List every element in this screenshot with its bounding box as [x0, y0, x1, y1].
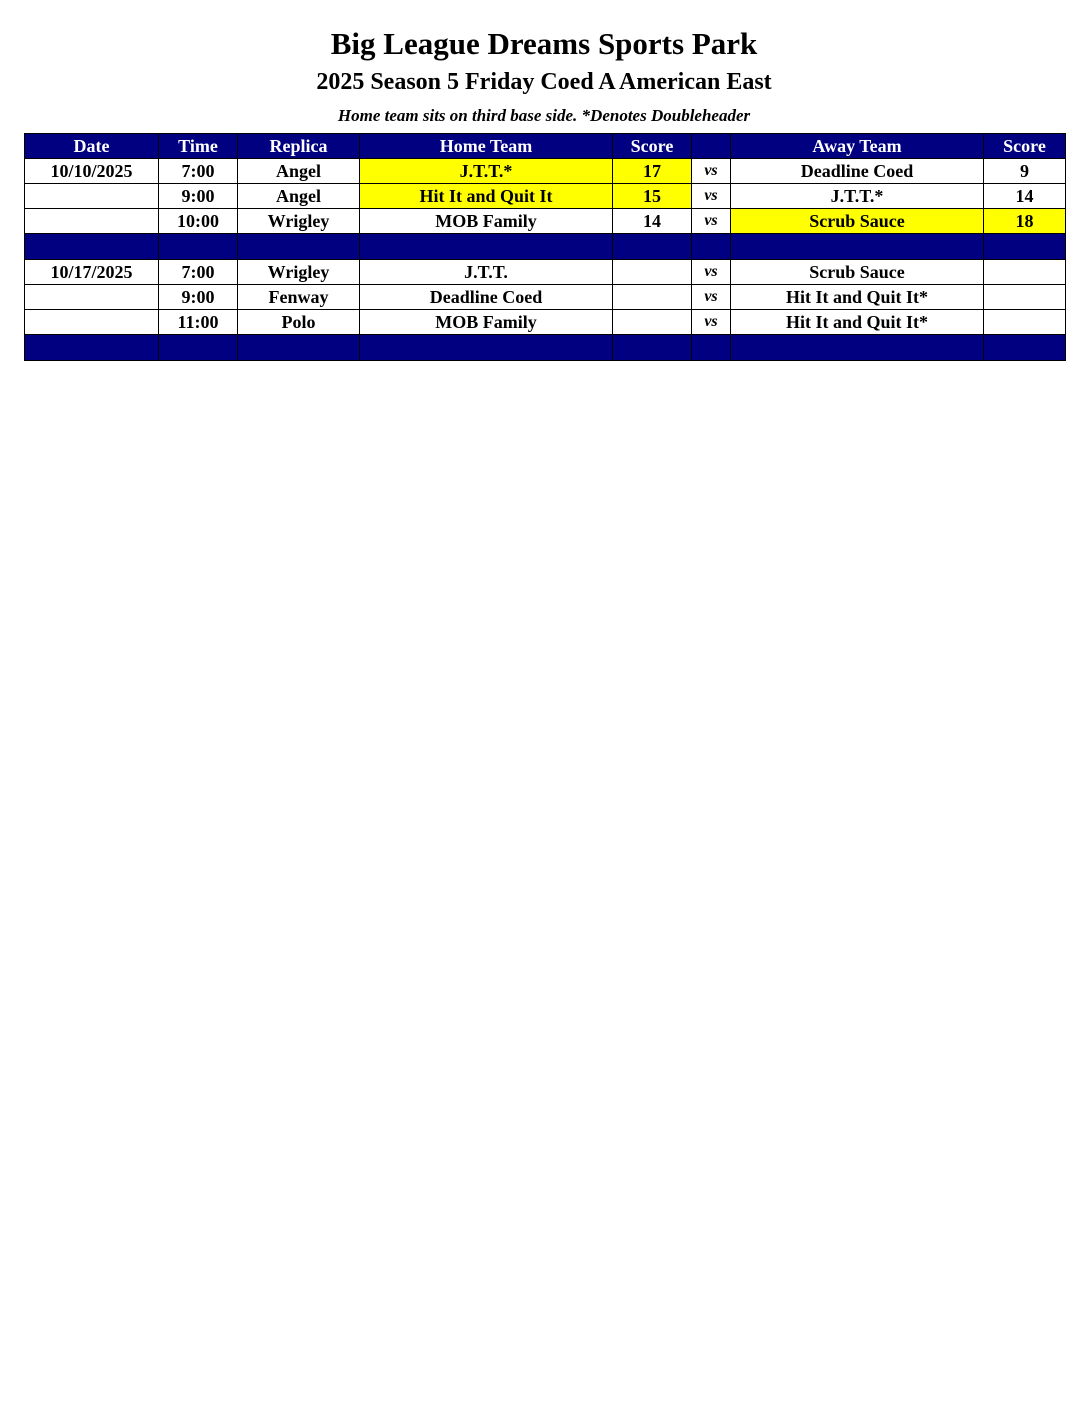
vs-label: vs — [692, 184, 731, 209]
away-team: Deadline Coed — [731, 159, 984, 184]
game-row — [25, 310, 1066, 335]
game-date: 10/17/2025 — [25, 260, 159, 285]
game-time: 10:00 — [159, 209, 238, 234]
home-team: MOB Family — [360, 209, 613, 234]
game-date — [25, 310, 159, 335]
away-score: 18 — [984, 209, 1066, 234]
vs-label: vs — [692, 260, 731, 285]
schedule-table — [24, 133, 1066, 361]
game-date — [25, 285, 159, 310]
away-score: 14 — [984, 184, 1066, 209]
home-team: Deadline Coed — [360, 285, 613, 310]
header-vs — [692, 134, 731, 159]
game-date: 10/10/2025 — [25, 159, 159, 184]
game-time: 7:00 — [159, 260, 238, 285]
vs-label: vs — [692, 310, 731, 335]
game-time: 11:00 — [159, 310, 238, 335]
home-team: Hit It and Quit It — [360, 184, 613, 209]
home-score — [613, 310, 692, 335]
home-team: MOB Family — [360, 310, 613, 335]
game-date — [25, 209, 159, 234]
away-team: Scrub Sauce — [731, 209, 984, 234]
header-row — [25, 134, 1066, 159]
page-title: Big League Dreams Sports Park — [330, 26, 758, 61]
game-time: 9:00 — [159, 285, 238, 310]
header-time: Time — [159, 134, 238, 159]
away-team: Hit It and Quit It* — [731, 310, 984, 335]
game-row — [25, 285, 1066, 310]
game-time: 7:00 — [159, 159, 238, 184]
game-row — [25, 159, 1066, 184]
header-home-team: Home Team — [360, 134, 613, 159]
week-divider-row — [25, 234, 1066, 260]
away-team: Scrub Sauce — [731, 260, 984, 285]
vs-label: vs — [692, 285, 731, 310]
league-subtitle: 2025 Season 5 Friday Coed A American East — [316, 69, 772, 95]
away-score — [984, 260, 1066, 285]
home-score — [613, 260, 692, 285]
away-team: J.T.T.* — [731, 184, 984, 209]
away-score — [984, 310, 1066, 335]
game-replica: Angel — [238, 184, 360, 209]
game-row — [25, 209, 1066, 234]
vs-label: vs — [692, 209, 731, 234]
home-team: J.T.T. — [360, 260, 613, 285]
vs-label: vs — [692, 159, 731, 184]
header-date: Date — [25, 134, 159, 159]
game-row — [25, 260, 1066, 285]
schedule-note: Home team sits on third base side. *Denotes Doubleheader — [337, 106, 751, 125]
game-row — [25, 184, 1066, 209]
week-divider-row — [25, 335, 1066, 361]
header-home-score: Score — [613, 134, 692, 159]
game-replica: Wrigley — [238, 209, 360, 234]
header-away-score: Score — [984, 134, 1066, 159]
game-replica: Wrigley — [238, 260, 360, 285]
away-score: 9 — [984, 159, 1066, 184]
game-replica: Polo — [238, 310, 360, 335]
home-score — [613, 285, 692, 310]
home-team: J.T.T.* — [360, 159, 613, 184]
game-time: 9:00 — [159, 184, 238, 209]
game-replica: Angel — [238, 159, 360, 184]
home-score: 15 — [613, 184, 692, 209]
game-date — [25, 184, 159, 209]
header-replica: Replica — [238, 134, 360, 159]
game-replica: Fenway — [238, 285, 360, 310]
header-away-team: Away Team — [731, 134, 984, 159]
home-score: 14 — [613, 209, 692, 234]
away-team: Hit It and Quit It* — [731, 285, 984, 310]
home-score: 17 — [613, 159, 692, 184]
away-score — [984, 285, 1066, 310]
